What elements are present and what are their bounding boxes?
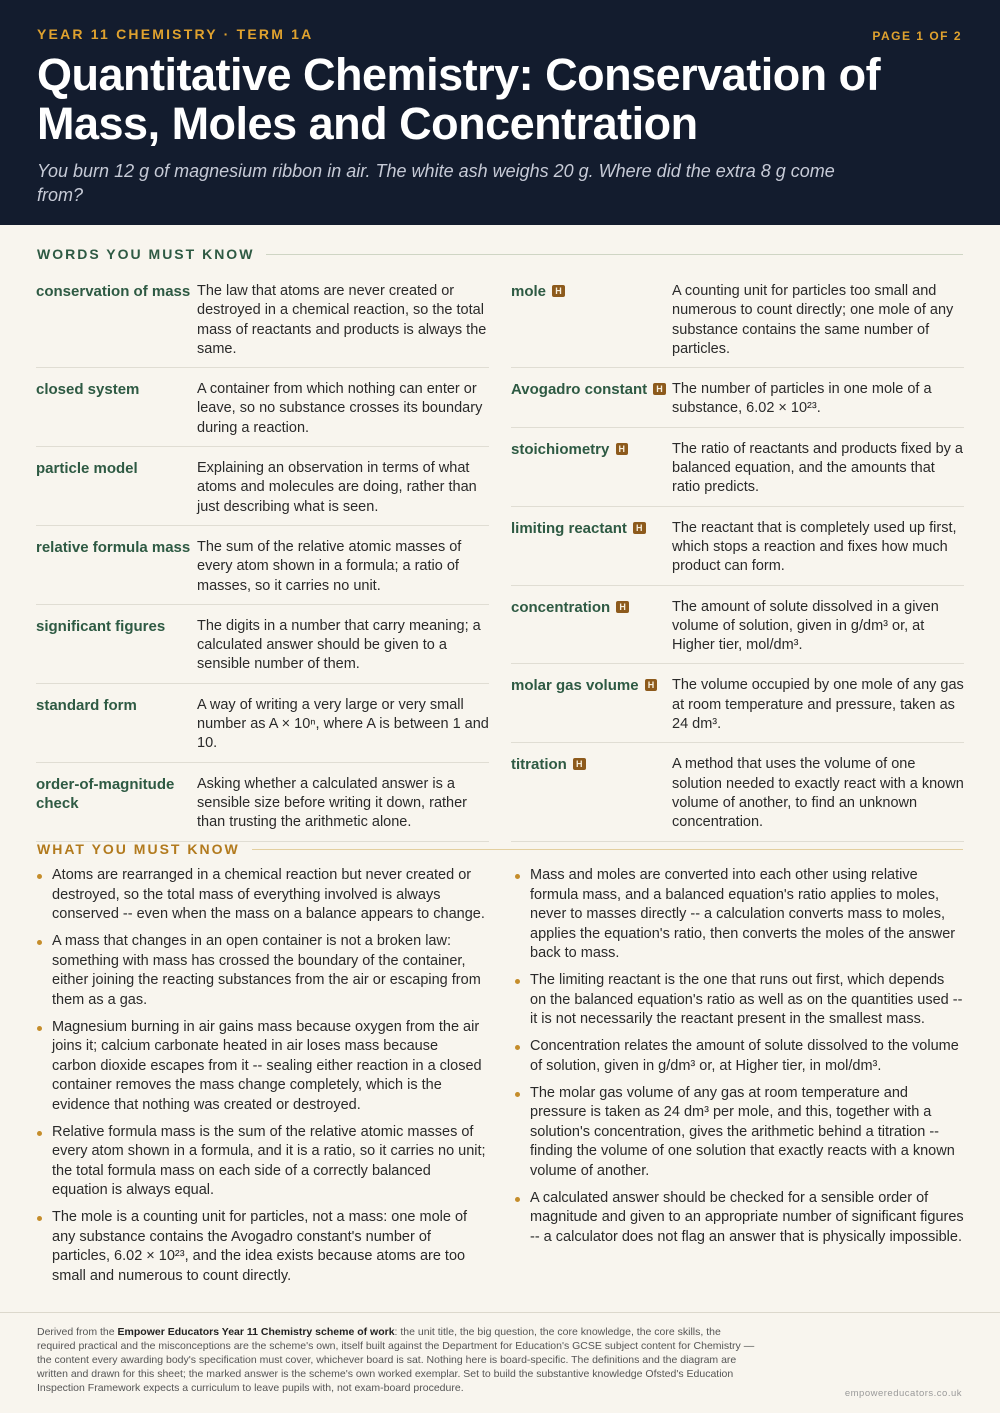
higher-tier-badge: H [616, 601, 629, 613]
glossary-term [36, 380, 197, 438]
glossary-definition: The ratio of reactants and products fixed by a balanced equation, and the amounts that ratio predicts. [672, 440, 963, 496]
glossary-row [36, 771, 489, 842]
glossary-right-column [511, 278, 964, 850]
glossary [36, 278, 964, 850]
glossary-term [36, 696, 197, 754]
glossary-term [36, 617, 197, 675]
glossary-definition: The number of particles in one mole of a substance, 6.02 × 10²³. [672, 381, 932, 417]
divider [266, 254, 963, 255]
glossary-definition: The digits in a number that carry meaning; a calculated answer should be given to a sensible number of them. [197, 617, 481, 673]
glossary-term [511, 519, 672, 577]
footer [0, 1312, 1000, 1413]
page-title: Quantitative Chemistry: Conservation of Mass, Moles and Concentration [37, 49, 881, 149]
glossary-row [511, 751, 964, 841]
glossary-definition: The amount of solute dissolved in a given volume of solution, given in g/dm³ or, at Higher tier, mol/dm³. [672, 598, 939, 654]
glossary-row [36, 376, 489, 447]
glossary-definition: The law that atoms are never created or destroyed in a chemical reaction, so the total mass of reactants and products is always the same. [197, 283, 487, 357]
higher-tier-badge: H [552, 285, 565, 297]
glossary-term-text: stoichiometry [511, 440, 610, 458]
glossary-definition: A container from which nothing can enter or leave, so no substance crosses its boundary during a reaction. [197, 381, 483, 436]
glossary-term-text: concentration [511, 598, 611, 616]
glossary-term [36, 775, 197, 833]
glossary-term [511, 598, 672, 656]
glossary-row [36, 613, 489, 684]
glossary-term [511, 282, 672, 359]
glossary-definition: The volume occupied by one mole of any gas at room temperature and pressure, taken as 24 dm³. [672, 677, 964, 733]
glossary-row [511, 376, 964, 428]
glossary-definition: A method that uses the volume of one solution needed to exactly react with a known volume of another, to find an unknown concentration. [672, 756, 964, 831]
glossary-definition: Asking whether a calculated answer is a sensible size before writing it down, rather than trusting the arithmetic alone. [197, 775, 467, 831]
higher-tier-badge: H [616, 443, 629, 455]
glossary-term-text: mole [511, 283, 547, 300]
knowledge-point: Atoms are rearranged in a chemical reaction but never created or destroyed, so the total mass of everything involved is always conserved -- even when the mass on a balance appears to change. [36, 866, 486, 925]
knowledge-heading [37, 841, 963, 857]
glossary-definition: The sum of the relative atomic masses of every atom shown in a formula; a ratio of masses, so it carries no unit. [197, 538, 462, 594]
glossary-row [36, 278, 489, 368]
knowledge-point: A calculated answer should be checked for a sensible order of magnitude and given to an appropriate number of significant figures -- a calculator does not flag an answer that is physically impossible. [514, 1189, 964, 1248]
knowledge-point: The molar gas volume of any gas at room temperature and pressure is taken as 24 dm³ per mole, and this, together with a solution's concentration, gives the arithmetic behind a titration -- finding the volume of one solution that exactly reacts with a known volume of another. [514, 1084, 964, 1182]
footer-note [37, 1325, 757, 1395]
page-number: PAGE 1 OF 2 [872, 29, 962, 43]
higher-tier-badge: H [653, 383, 666, 395]
glossary-term-text: closed system [36, 381, 140, 399]
glossary-term-text: order-of-magnitude check [36, 775, 175, 812]
footer-prefix: Derived from the [37, 1326, 118, 1338]
glossary-heading [37, 246, 963, 262]
higher-tier-badge: H [633, 522, 646, 534]
glossary-row [36, 455, 489, 526]
knowledge-heading-text: WHAT YOU MUST KNOW [37, 841, 240, 857]
glossary-row [36, 692, 489, 763]
glossary-row [511, 278, 964, 368]
glossary-term-text: particle model [36, 460, 138, 478]
glossary-definition: A way of writing a very large or very small number as A × 10ⁿ, where A is between 1 and 10. [197, 696, 489, 752]
glossary-term [511, 380, 672, 419]
higher-tier-badge: H [573, 758, 586, 770]
knowledge-point: Magnesium burning in air gains mass because oxygen from the air joins it; calcium carbonate heated in air loses mass because carbon dioxide escapes from it -- sealing either reaction in a closed container removes the mass change completely, which is the evidence that nothing was created or destroyed. [36, 1018, 486, 1116]
footer-body: : the unit title, the big question, the core knowledge, the core skills, the required practical and the misconceptions are the scheme's own, itself built against the Department for Education's GCSE subject content for Chemistry — the content every awarding body's specification must cover, whichever board is sat. Nothing here is board-specific. The definitions and the diagram are written and drawn for this sheet; the marked answer is the scheme's own worked exemplar. Set to build the substantive knowledge Ofsted's Education Inspection Framework expects a curriculum to leave pupils with, not exam-board procedure. [37, 1326, 755, 1394]
glossary-term-text: titration [511, 756, 567, 774]
knowledge-point: A mass that changes in an open container is not a broken law: something with mass has crossed the boundary of the container, either joining the reacting substances from the air or escaping from them as a gas. [36, 932, 486, 1010]
glossary-row [511, 515, 964, 586]
divider [252, 849, 963, 850]
glossary-definition: The reactant that is completely used up first, which stops a reaction and fixes how much product can form. [672, 519, 957, 575]
glossary-term [511, 676, 672, 734]
glossary-term-text: significant figures [36, 617, 166, 635]
glossary-row [36, 534, 489, 605]
glossary-definition: A counting unit for particles too small and numerous to count directly; one mole of any substance contains the same number of particles. [672, 283, 954, 357]
knowledge-point: Relative formula mass is the sum of the relative atomic masses of every atom shown in a formula, and it is a ratio, so it carries no unit; the total formula mass on each side of a correctly balanced equation is always equal. [36, 1123, 486, 1201]
glossary-row [511, 436, 964, 507]
glossary-term [511, 755, 672, 832]
glossary-term-text: conservation of mass [36, 283, 191, 300]
header-banner [0, 0, 1000, 225]
glossary-row [511, 594, 964, 665]
glossary-term-text: standard form [36, 696, 137, 714]
knowledge-point: The limiting reactant is the one that runs out first, which depends on the balanced equation's ratio as well as on the quantities used -- it is not necessarily the reactant present in the smallest mass. [514, 971, 964, 1030]
glossary-definition: Explaining an observation in terms of what atoms and molecules are doing, rather than just describing what is seen. [197, 460, 477, 515]
glossary-left-column [36, 278, 489, 850]
footer-source: Empower Educators Year 11 Chemistry scheme of work [117, 1326, 395, 1338]
glossary-term-text: limiting reactant [511, 519, 627, 537]
glossary-row [511, 672, 964, 743]
knowledge-right-column [514, 866, 964, 1294]
glossary-term [36, 459, 197, 517]
glossary-term [511, 440, 672, 498]
knowledge-left-column [36, 866, 486, 1294]
knowledge-point: Concentration relates the amount of solute dissolved to the volume of solution, given in g/dm³ or, at Higher tier, in mol/dm³. [514, 1037, 964, 1076]
knowledge-point: Mass and moles are converted into each other using relative formula mass, and a balanced equation's ratio applies to moles, never to masses directly -- a calculation converts mass to moles, applies the equation's ratio, then converts the moles of the answer back to mass. [514, 866, 964, 964]
glossary-heading-text: WORDS YOU MUST KNOW [37, 246, 255, 262]
big-question: You burn 12 g of magnesium ribbon in air. The white ash weighs 20 g. Where did the extra 8 g come from? [37, 161, 835, 205]
glossary-term-text: relative formula mass [36, 538, 191, 556]
glossary-term [36, 282, 197, 359]
knowledge-point: The mole is a counting unit for particles, not a mass: one mole of any substance contains the Avogadro constant's number of particles, 6.02 × 10²³, and the idea exists because atoms are too small and numerous to count directly. [36, 1208, 486, 1286]
knowledge-list [36, 866, 964, 1294]
course-kicker: YEAR 11 CHEMISTRY · TERM 1A [37, 26, 314, 42]
higher-tier-badge: H [645, 679, 658, 691]
glossary-term-text: molar gas volume [511, 677, 639, 695]
glossary-term-text: Avogadro constant [511, 381, 648, 399]
footer-url: empowereducators.co.uk [844, 1388, 962, 1399]
glossary-term [36, 538, 197, 596]
